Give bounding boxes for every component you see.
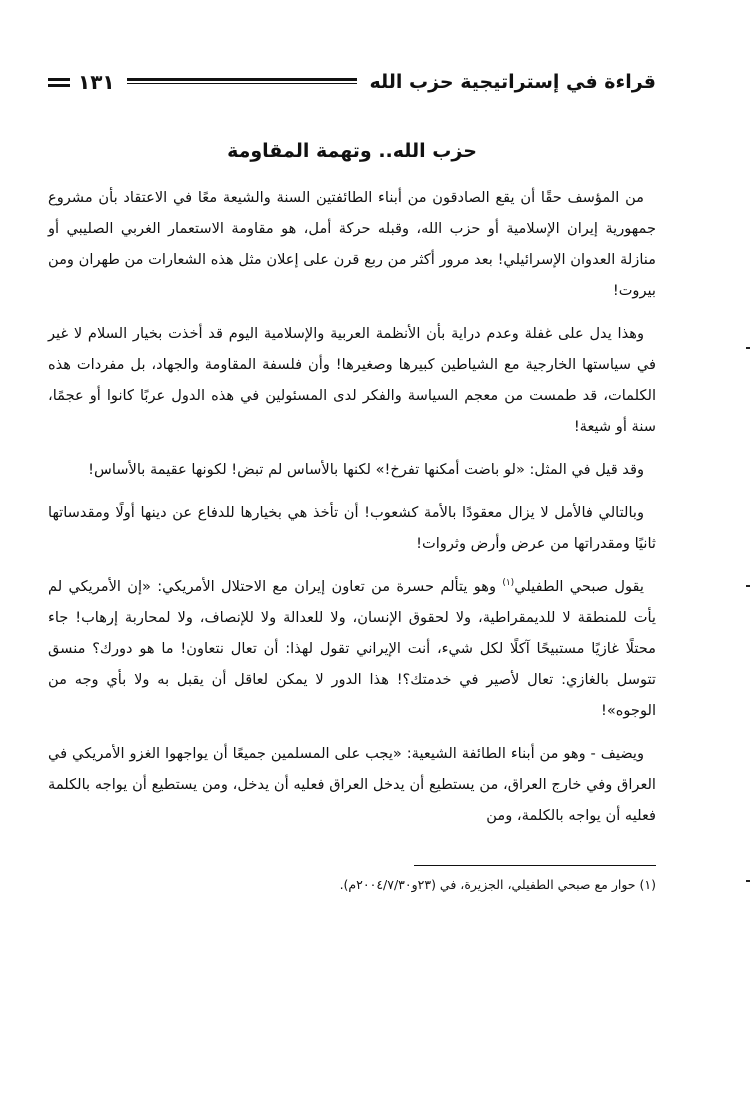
- footnote-area: [48, 843, 656, 866]
- page-number: ١٣١: [78, 70, 115, 94]
- footnote-rule: [414, 865, 656, 866]
- paragraph-4: وبالتالي فالأمل لا يزال معقودًا بالأمة كشعوب! أن تأخذ هي بخيارها للدفاع عن دينها أولًا ومقدساتها ثانيًا ومقدراتها من عرض وأرض وثروات!: [48, 504, 656, 552]
- paragraph-quote: [48, 571, 656, 726]
- paragraph-1: من المؤسف حقًا أن يقع الصادقون من أبناء الطائفتين السنة والشيعة معًا في الاعتقاد بأن مشروع جمهورية إيران الإسلامية أو حزب الله، وقبله حركة أمل، هو مقاومة الاستعمار الغربي الصليبي أو منازلة العدوان الإسرائيلي! بعد مرور أكثر من ربع قرن على إعلان مثل هذه الشعارات من طهران ومن بيروت!: [48, 189, 656, 299]
- running-header: [48, 62, 656, 102]
- footnote-reference[interactable]: (١): [502, 578, 515, 589]
- margin-mark: [746, 585, 750, 587]
- paragraph-6: ويضيف - وهو من أبناء الطائفة الشيعية: «يجب على المسلمين جميعًا أن يواجهوا الغزو الأمريكي في العراق وفي خارج العراق، من يستطيع أن يدخل العراق فعليه أن يدخل، ومن يستطيع أن يواجه بالكلمة فعليه أن يواجه بالكلمة، ومن: [48, 745, 656, 824]
- footnote: (١) حوار مع صبحي الطفيلي، الجزيرة، في (٢٣و٢٠٠٤/٧/٣٠م).: [339, 877, 656, 892]
- quote-body: وهو يتألم حسرة من تعاون إيران مع الاحتلال الأمريكي: «إن الأمريكي لم يأت للمنطقة لا للديمقراطية، ولا لحقوق الإنسان، ولا للعدالة ولا للإنصاف، ولا لمحاربة إرهاب! جاء محتلًا غازيًا مستبيحًا آكلًا لكل شيء، أنت الإيراني تقول لهذا: أن تعال نتعاون! ما هو دورك؟ منسق تتوسل بالغازي: تعال لأصير في خدمتك؟! هذا الدور لا يمكن لعاقل أن يقبل به ولا بأي وجه من الوجوه»!: [48, 578, 656, 719]
- running-title: قراءة في إستراتيجية حزب الله: [369, 71, 656, 93]
- header-rule: [127, 77, 358, 87]
- book-page: [48, 62, 656, 896]
- margin-mark: [746, 347, 750, 349]
- quote-lead: يقول صبحي الطفيلي: [514, 578, 644, 595]
- section-title: حزب الله.. وتهمة المقاومة: [227, 140, 477, 162]
- header-end-mark: [48, 77, 70, 87]
- paragraph-3: وقد قيل في المثل: «لو باضت أمكنها تفرخ!» لكنها بالأساس لم تبض! لكونها عقيمة بالأساس!: [88, 461, 644, 478]
- margin-mark: [746, 880, 750, 882]
- paragraph-2: وهذا يدل على غفلة وعدم دراية بأن الأنظمة العربية والإسلامية اليوم قد أخذت بخيار السلام لا غير في سياستها الخارجية مع الشياطين كبيرها وصغيرها! وأن فلسفة المقاومة والجهاد، بل مفردات هذه الكلمات، قد طمست من معجم السياسة والفكر لدى المسئولين في هذه الدول عربًا كانوا أو عجمًا، سنة أو شيعة!: [48, 325, 656, 435]
